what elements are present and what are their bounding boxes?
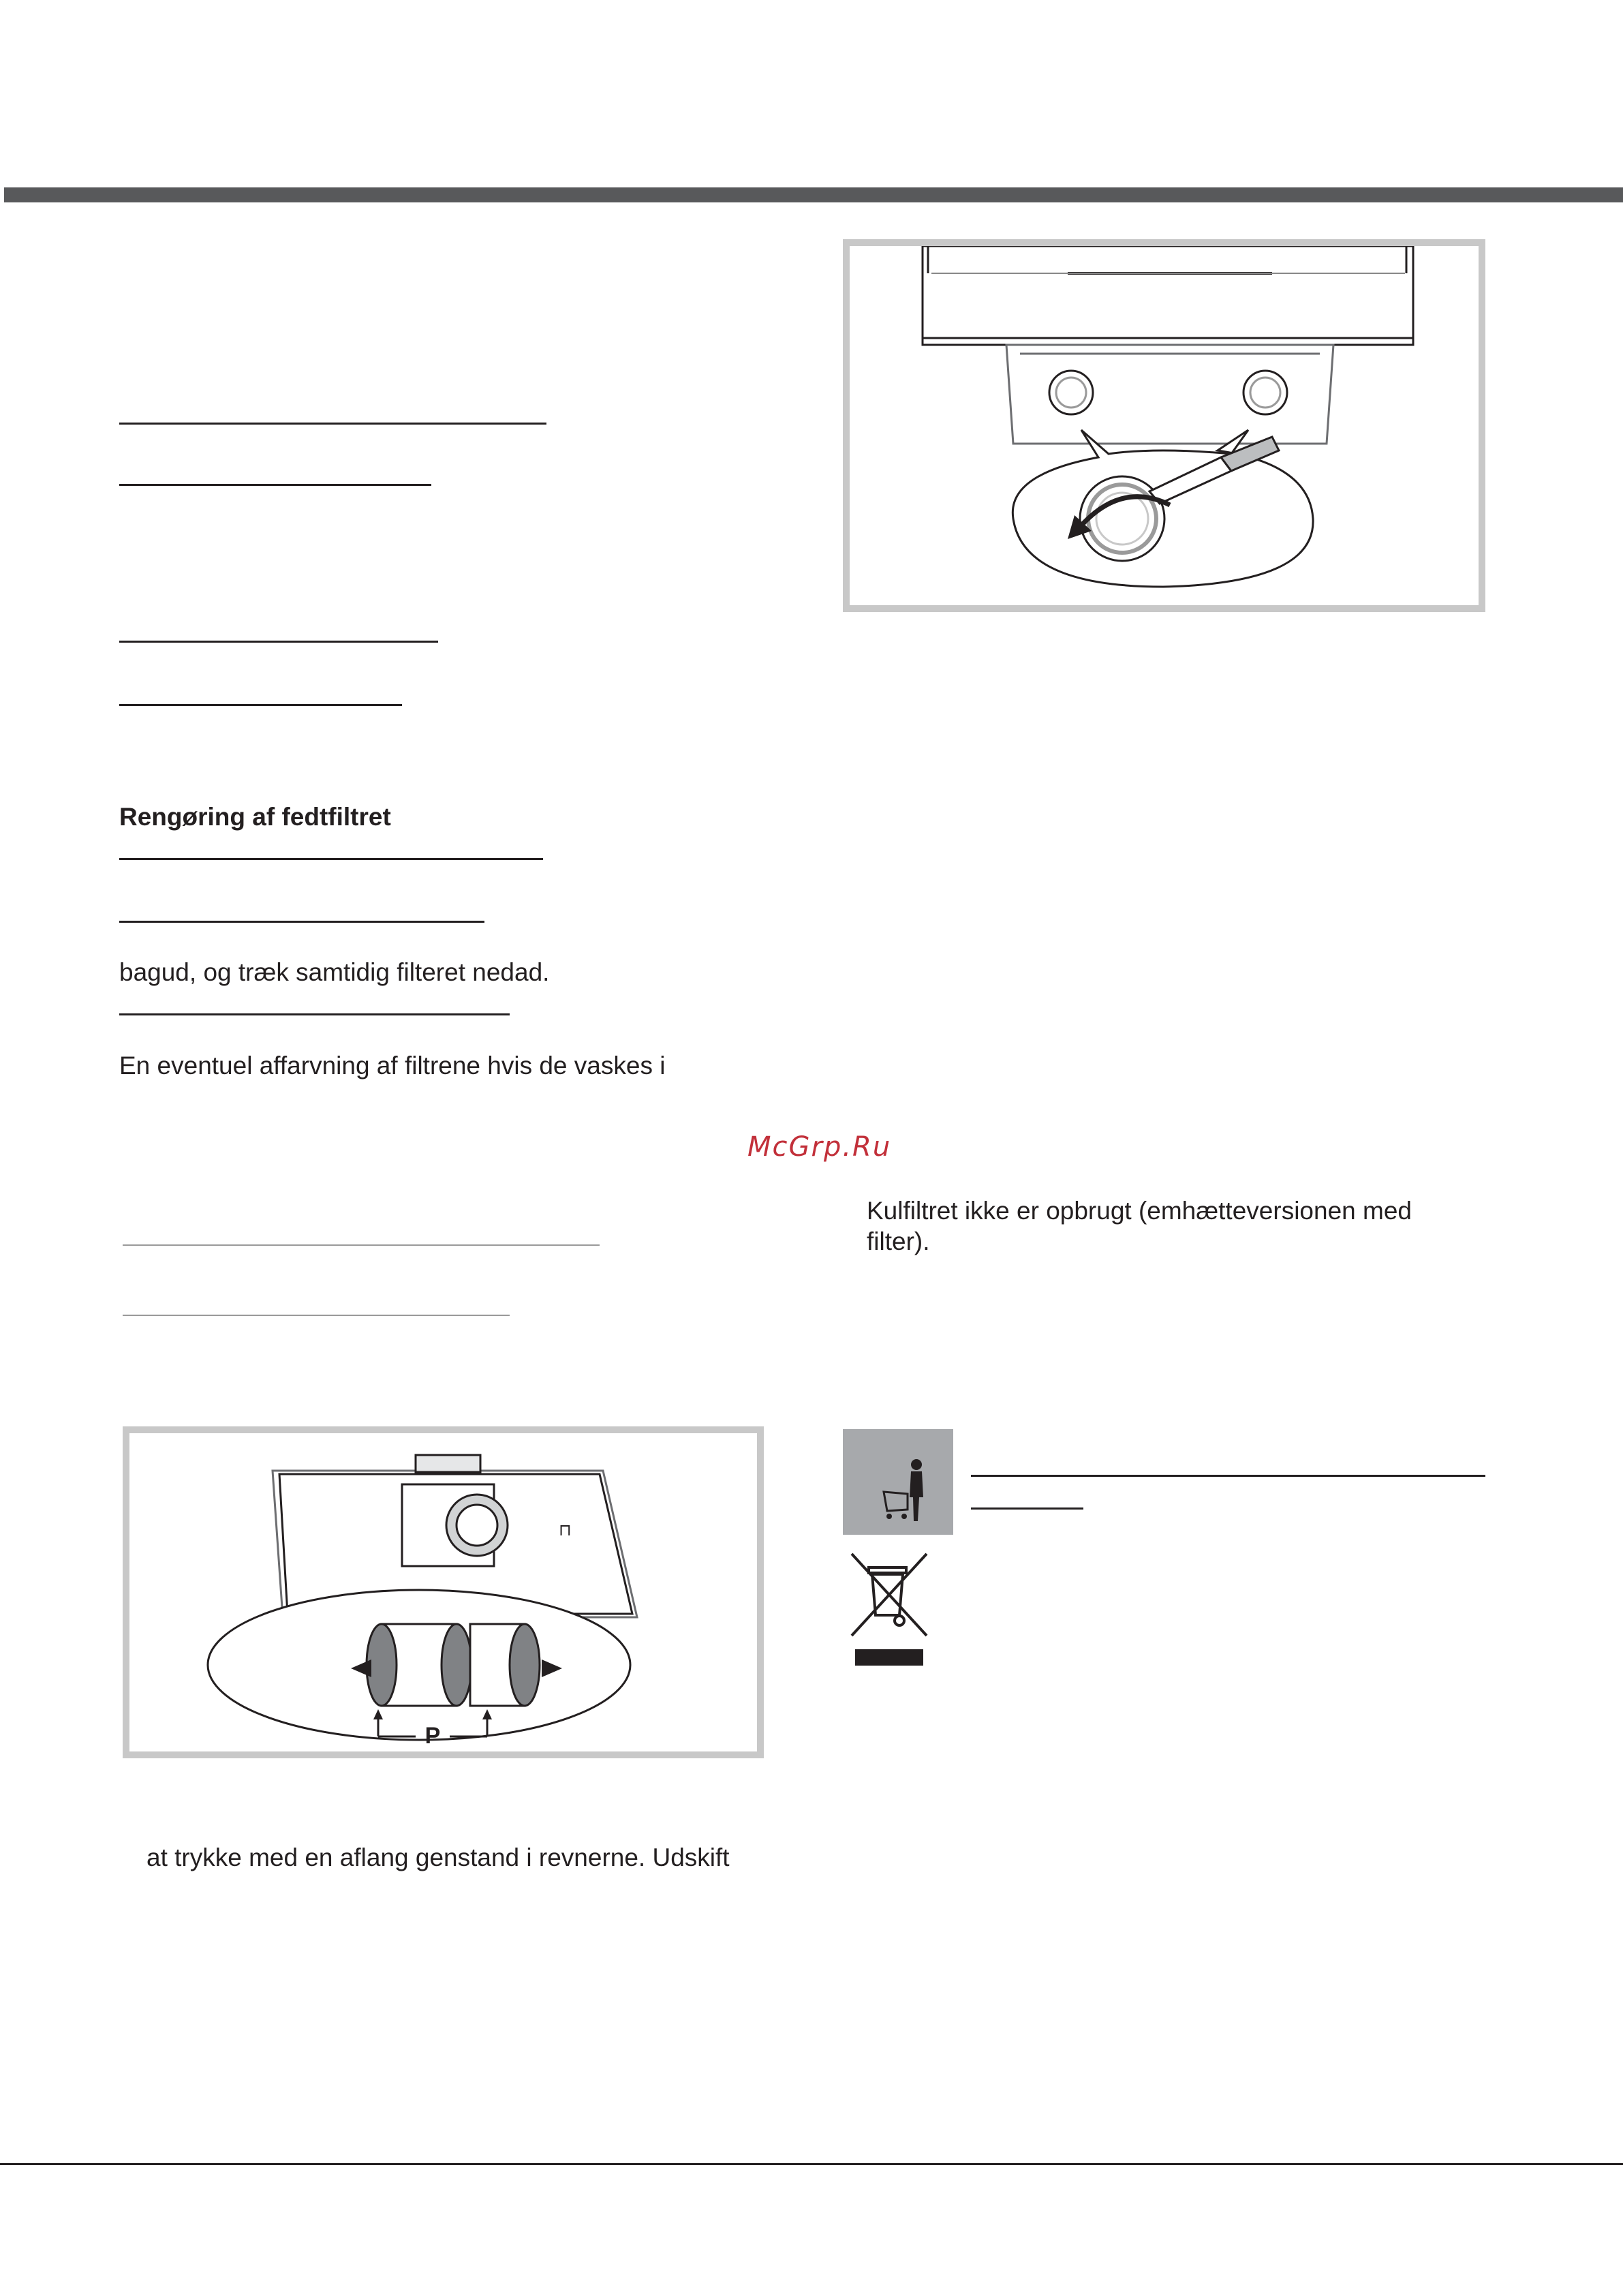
carbon-filter-illustration xyxy=(129,1433,757,1751)
paragraph-line: filter). xyxy=(867,1227,930,1255)
paragraph-line: at trykke med en aflang genstand i revnerne. Udskift xyxy=(146,1843,730,1871)
text-line-rule xyxy=(119,484,431,486)
text-line-rule xyxy=(119,1013,510,1015)
footer-rule xyxy=(0,2163,1623,2165)
svg-text:⊓: ⊓ xyxy=(559,1521,572,1540)
paragraph-line: bagud, og træk samtidig filteret nedad. xyxy=(119,958,550,986)
text-line-rule xyxy=(119,704,402,706)
paragraph-line: En eventuel affarvning af filtrene hvis de vaskes i xyxy=(119,1052,666,1080)
text-line-rule xyxy=(119,858,543,860)
figure-carbon-filter xyxy=(123,1426,764,1758)
text-line-rule xyxy=(119,641,438,643)
text-line-rule xyxy=(123,1315,510,1316)
paragraph-line: Kulfiltret ikke er opbrugt (emhætteversionen med xyxy=(867,1197,1412,1225)
text-line-rule xyxy=(119,921,484,923)
text-line-rule xyxy=(119,423,546,425)
text-line-rule xyxy=(971,1475,1485,1477)
crossed-out-wheelie-bin-icon xyxy=(845,1547,933,1670)
section-heading-grease-filter: Rengøring af fedtfiltret xyxy=(119,803,391,831)
header-band xyxy=(4,187,1623,202)
text-line-rule xyxy=(123,1244,600,1246)
watermark: McGrp.Ru xyxy=(747,1131,892,1163)
label-p: P xyxy=(424,1723,441,1749)
text-line-rule xyxy=(971,1507,1083,1510)
person-with-shopping-cart-icon xyxy=(843,1429,953,1535)
figure-knob-removal xyxy=(843,239,1485,612)
knob-removal-illustration xyxy=(850,246,1479,605)
